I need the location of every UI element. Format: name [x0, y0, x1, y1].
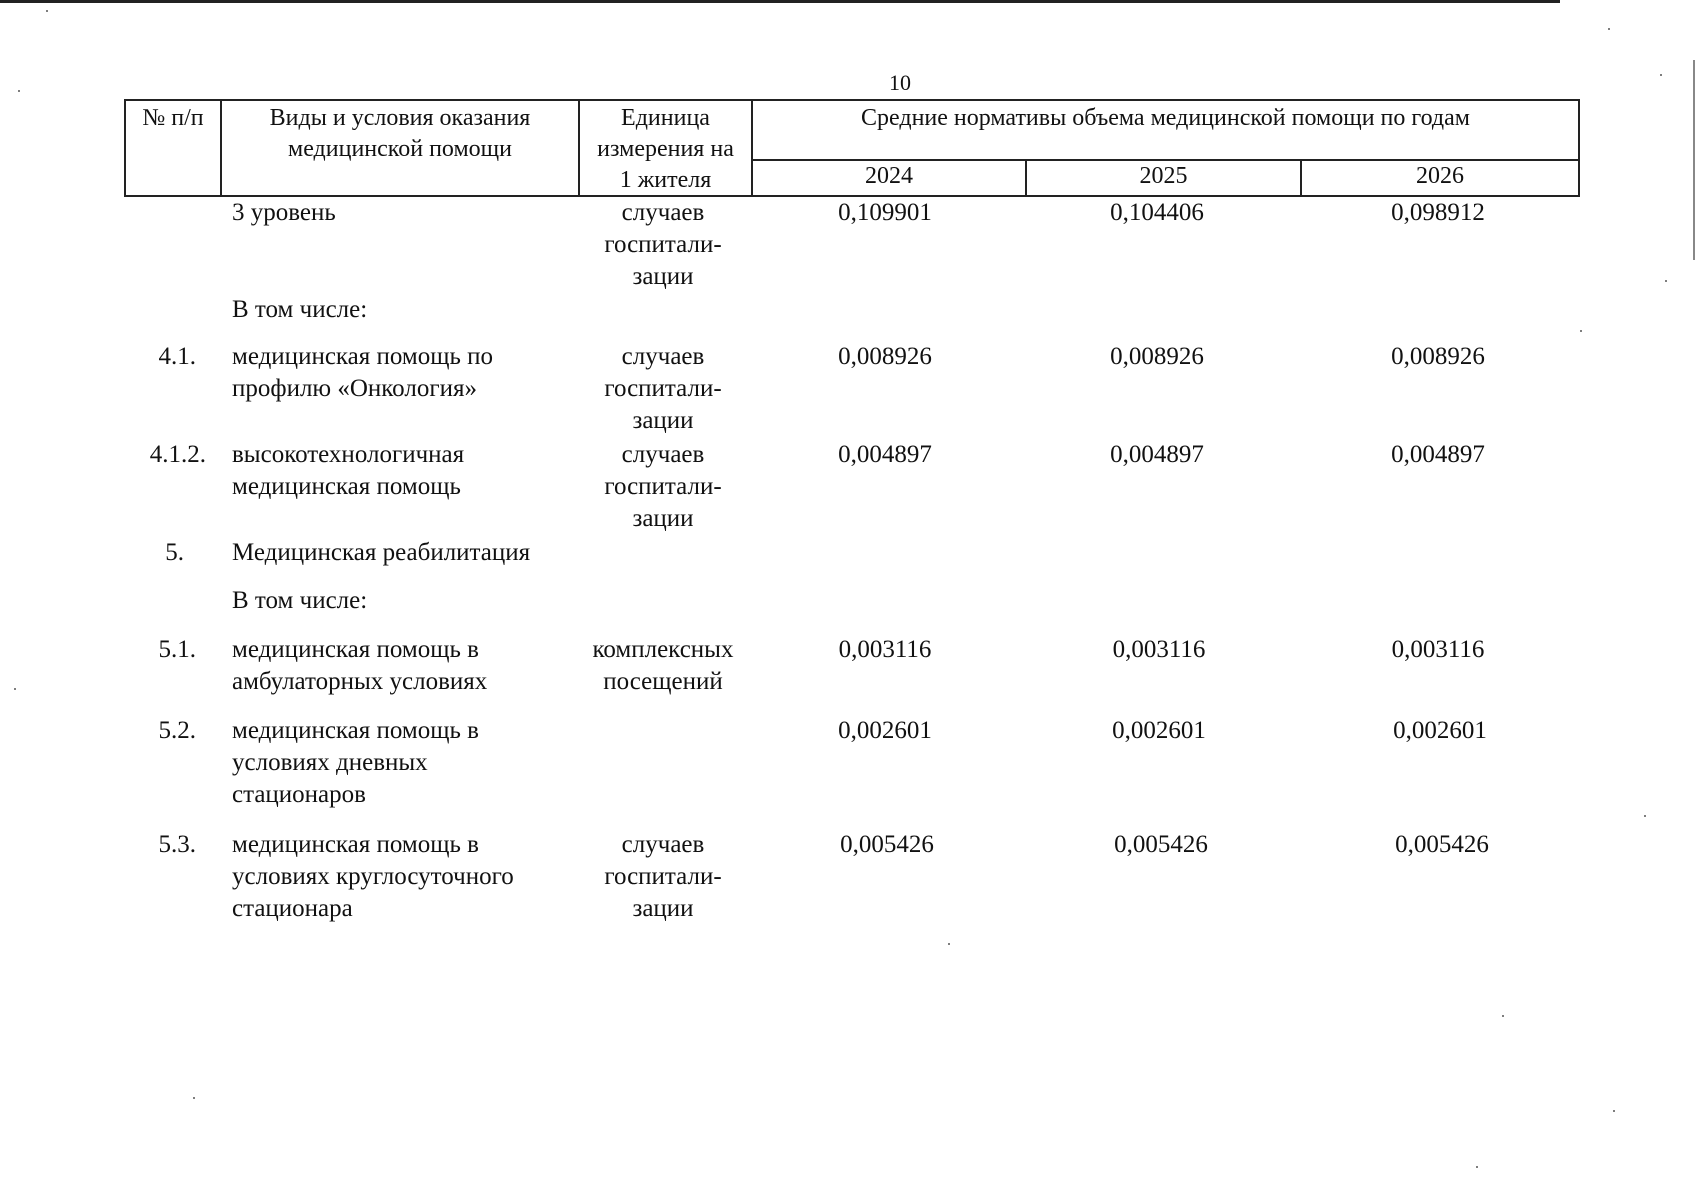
header-col-unit-line1: Единица	[621, 105, 710, 131]
header-col-unit	[580, 101, 751, 196]
header-year-2026	[1302, 161, 1578, 192]
scan-speck	[1665, 280, 1667, 282]
row-number: 5.	[165, 539, 184, 566]
header-col-kind-line2: медицинской помощи	[288, 136, 512, 162]
scan-speck	[1502, 1015, 1504, 1017]
value-2026: 0,098912	[1391, 199, 1485, 226]
row-kind-line: условиях круглосуточного	[232, 863, 514, 890]
year-label: 2026	[1416, 163, 1464, 189]
value-2025: 0,002601	[1112, 717, 1206, 744]
row-unit	[578, 634, 748, 698]
row-kind-line: амбулаторных условиях	[232, 668, 488, 695]
value-2024: 0,002601	[838, 717, 932, 744]
header-col-norms	[753, 101, 1578, 134]
scan-speck	[1580, 330, 1582, 332]
scan-speck	[948, 943, 950, 945]
row-unit-line: зации	[632, 505, 694, 532]
row-unit-line: комплексных	[592, 636, 734, 663]
row-unit-line: госпитали-	[604, 473, 722, 500]
row-unit-line: зации	[632, 407, 694, 434]
row-unit-line: случаев	[621, 441, 705, 468]
row-kind-line: стационаров	[232, 781, 366, 808]
row-kind	[232, 439, 464, 503]
row-number: 5.2.	[158, 717, 196, 744]
scan-top-border	[0, 0, 1560, 3]
row-kind: В том числе:	[232, 296, 368, 323]
value-2026: 0,002601	[1393, 717, 1487, 744]
value-2025: 0,003116	[1112, 636, 1206, 663]
row-unit	[578, 197, 748, 293]
scan-speck	[1476, 1166, 1478, 1168]
table-header	[124, 99, 1580, 197]
row-kind-line: медицинская помощь по	[232, 343, 494, 370]
row-kind-line: медицинская помощь в	[232, 636, 479, 663]
scan-speck	[1608, 28, 1610, 30]
row-kind-line: стационара	[232, 895, 353, 922]
row-kind: В том числе:	[232, 587, 368, 614]
header-col-unit-line3: 1 жителя	[619, 167, 712, 193]
row-unit	[578, 341, 748, 437]
scan-speck	[46, 10, 48, 12]
row-kind	[232, 829, 514, 925]
scan-speck	[1660, 74, 1662, 76]
row-kind	[232, 634, 487, 698]
scan-speck	[1644, 815, 1646, 817]
value-2025: 0,005426	[1114, 831, 1208, 858]
row-kind	[232, 341, 493, 405]
year-label: 2024	[865, 163, 913, 189]
row-unit-line: посещений	[603, 668, 723, 695]
row-kind-line: высокотехнологичная	[232, 441, 465, 468]
value-2024: 0,005426	[840, 831, 934, 858]
row-unit-line: случаев	[621, 199, 705, 226]
row-unit-line: случаев	[621, 343, 705, 370]
scan-speck	[14, 688, 16, 690]
row-unit-line: госпитали-	[604, 863, 722, 890]
value-2026: 0,005426	[1395, 831, 1489, 858]
row-unit-line: зации	[632, 895, 694, 922]
row-kind-line: 3 уровень	[232, 199, 336, 226]
value-2024: 0,008926	[838, 343, 932, 370]
page-number: 10	[889, 70, 911, 95]
scan-speck	[18, 90, 20, 92]
value-2025: 0,104406	[1110, 199, 1204, 226]
header-year-2024	[753, 161, 1025, 192]
header-col-unit-line2: измерения на	[597, 136, 734, 162]
value-2024: 0,003116	[838, 636, 932, 663]
row-unit-line: зации	[632, 263, 694, 290]
row-number: 4.1.2.	[149, 441, 206, 468]
row-number: 5.1.	[158, 636, 196, 663]
value-2025: 0,004897	[1110, 441, 1204, 468]
header-col-number	[126, 101, 220, 134]
year-label: 2025	[1139, 163, 1188, 189]
scan-right-edge	[1693, 60, 1695, 260]
value-2024: 0,004897	[838, 441, 932, 468]
row-kind-line: медицинская помощь в	[232, 831, 479, 858]
row-kind-line: профилю «Онкология»	[232, 375, 477, 402]
row-kind	[232, 197, 336, 229]
row-unit-line: госпитали-	[604, 231, 722, 258]
row-unit-line: случаев	[621, 831, 705, 858]
row-kind: Медицинская реабилитация	[232, 539, 531, 566]
header-col-kind-line1: Виды и условия оказания	[269, 105, 531, 131]
row-unit-line: госпитали-	[604, 375, 722, 402]
value-2025: 0,008926	[1110, 343, 1204, 370]
scan-speck	[1613, 1110, 1615, 1112]
header-year-2025	[1027, 161, 1300, 192]
row-unit	[578, 829, 748, 925]
value-2026: 0,004897	[1391, 441, 1485, 468]
header-col-norms-label: Средние нормативы объема медицинской помощи по годам	[861, 105, 1470, 131]
value-2024: 0,109901	[838, 199, 932, 226]
row-kind-line: медицинская помощь	[232, 473, 461, 500]
value-2026: 0,003116	[1391, 636, 1485, 663]
row-kind-line: медицинская помощь в	[232, 717, 479, 744]
header-col-kind	[222, 101, 578, 165]
scan-speck	[193, 1097, 195, 1099]
row-kind	[232, 715, 479, 811]
row-kind-line: условиях дневных	[232, 749, 428, 776]
row-number: 5.3.	[158, 831, 196, 858]
row-unit	[578, 439, 748, 535]
value-2026: 0,008926	[1391, 343, 1485, 370]
header-col-number-label: № п/п	[142, 105, 204, 131]
row-number: 4.1.	[158, 343, 196, 370]
